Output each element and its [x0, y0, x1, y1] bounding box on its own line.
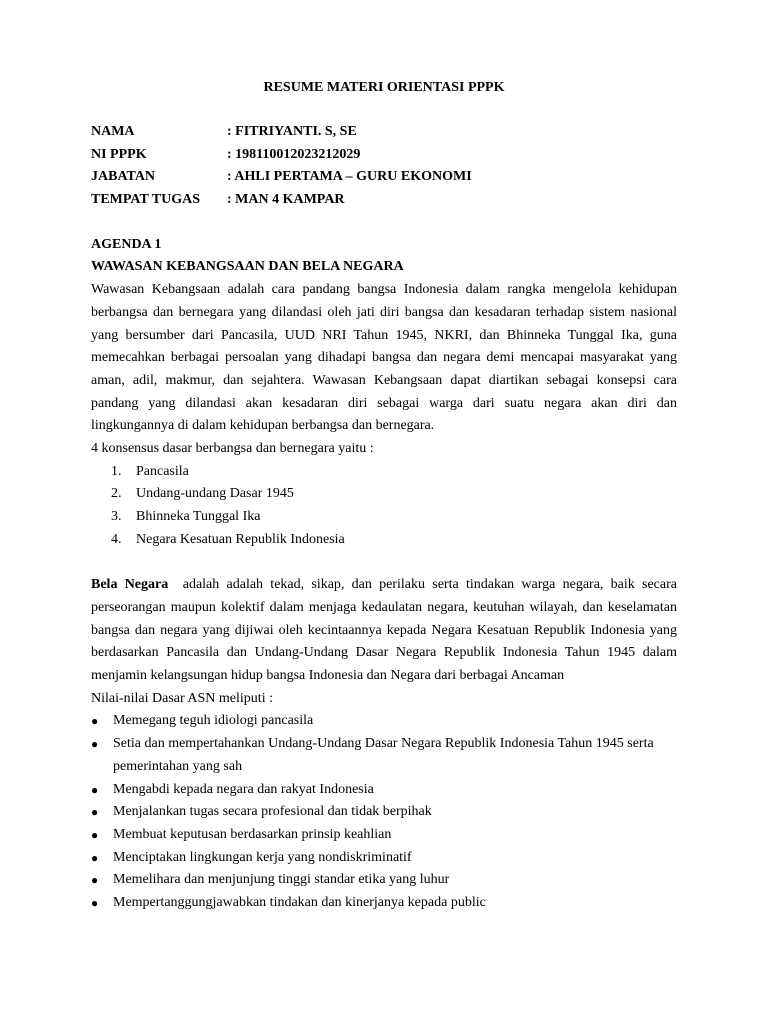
list-number: 3.: [111, 509, 122, 525]
document-page: [91, 72, 681, 915]
list-item: [91, 779, 677, 802]
list-number: 2.: [111, 486, 122, 502]
identity-row-ni-pppk: [91, 144, 677, 167]
identity-row-tempat-tugas: [91, 189, 677, 212]
list-text: Bhinneka Tunggal Ika: [136, 509, 261, 525]
list-item: [91, 847, 677, 870]
list-item: [91, 733, 677, 778]
identity-value: : 198110012023212029: [227, 146, 361, 162]
list-item: [91, 529, 677, 552]
identity-label: NI PPPK: [91, 146, 147, 162]
agenda-heading: WAWASAN KEBANGSAAN DAN BELA NEGARA: [91, 259, 404, 275]
identity-value: : FITRIYANTI. S, SE: [227, 124, 357, 139]
list-item: [91, 869, 677, 892]
bullet-icon: ●: [91, 850, 99, 865]
list-text: Negara Kesatuan Republik Indonesia: [136, 531, 345, 547]
identity-block: [91, 121, 677, 212]
identity-label: JABATAN: [91, 169, 156, 185]
agenda-number: AGENDA 1: [91, 236, 162, 252]
list-text: Setia dan mempertahankan Undang-Undang Dasar Negara Republik Indonesia Tahun 1945 serta pemerintahan yang sah: [113, 736, 654, 774]
identity-label: NAMA: [91, 124, 135, 139]
list-number: 1.: [111, 463, 122, 479]
bullet-icon: ●: [91, 782, 99, 797]
identity-row-jabatan: [91, 166, 677, 189]
list-text: Memegang teguh idiologi pancasila: [113, 713, 314, 729]
bullet-icon: ●: [91, 873, 99, 888]
bullet-icon: ●: [91, 896, 99, 911]
identity-label: TEMPAT TUGAS: [91, 192, 201, 208]
konsensus-intro: 4 konsensus dasar berbangsa dan bernegara yaitu :: [91, 441, 374, 457]
list-text: Mempertanggungjawabkan tindakan dan kinerjanya kepada public: [113, 895, 486, 911]
bullet-icon: ●: [91, 737, 99, 752]
list-item: [91, 801, 677, 824]
list-number: 4.: [111, 531, 122, 547]
nilai-intro: Nilai-nilai Dasar ASN meliputi :: [91, 690, 273, 706]
bullet-icon: ●: [91, 805, 99, 820]
bullet-icon: ●: [91, 827, 99, 842]
list-item: [91, 710, 677, 733]
identity-row-nama: [91, 121, 677, 144]
identity-value: : MAN 4 KAMPAR: [227, 192, 345, 208]
nilai-list: [91, 710, 677, 914]
list-item: [91, 461, 677, 484]
list-text: Undang-undang Dasar 1945: [136, 486, 294, 502]
konsensus-list: [91, 461, 677, 552]
bela-negara-text: adalah adalah tekad, sikap, dan perilaku serta tindakan warga negara, baik secara perseorangan maupun kolektif dalam menjaga kedaulatan negara, keutuhan wilayah, dan keselamatan bangsa dan negara yang dijiwai oleh kecintaannya kepada Negara Kesatuan Republik Indonesia yang berdasarkan Pancasila dan Undang-Undang Dasar Negara Republik Indonesia Tahun 1945 dalam menjamin kelangsungan hidup bangsa Indonesia dan Negara dari berbagai Ancaman: [91, 577, 681, 683]
list-item: [91, 892, 677, 915]
list-item: [91, 824, 677, 847]
bela-negara-term: Bela Negara: [91, 577, 169, 593]
wawasan-paragraph: Wawasan Kebangsaan adalah cara pandang bangsa Indonesia dalam rangka mengelola kehidupan berbangsa dan bernegara yang dilandasi oleh jati diri bangsa dan kesadaran terhadap sistem nasional yang bersumber dari Pancasila, UUD NRI Tahun 1945, NKRI, dan Bhinneka Tunggal Ika, guna memecahkan berbagai persoalan yang dihadapi bangsa dan negara demi mencapai masyarakat yang aman, adil, makmur, dan sejahtera. Wawasan Kebangsaan dapat diartikan sebagai konsepsi cara pandang yang dilandasi akan kesadaran diri sebagai warga dari suatu negara akan diri dan lingkungannya di dalam kehidupan berbangsa dan bernegara.: [91, 282, 677, 434]
list-text: Mengabdi kepada negara dan rakyat Indonesia: [113, 781, 374, 797]
document-title: RESUME MATERI ORIENTASI PPPK: [263, 80, 505, 95]
list-text: Membuat keputusan berdasarkan prinsip keahlian: [113, 826, 392, 842]
list-item: [91, 483, 677, 506]
list-text: Memelihara dan menjunjung tinggi standar etika yang luhur: [113, 872, 450, 888]
list-text: Pancasila: [136, 463, 189, 479]
list-text: Menjalankan tugas secara profesional dan tidak berpihak: [113, 804, 432, 820]
list-item: [91, 506, 677, 529]
bela-negara-paragraph: [91, 574, 681, 688]
bullet-icon: ●: [91, 714, 99, 729]
list-text: Menciptakan lingkungan kerja yang nondiskriminatif: [113, 849, 412, 865]
identity-value: : AHLI PERTAMA – GURU EKONOMI: [227, 169, 472, 185]
blank-line: [91, 552, 677, 575]
